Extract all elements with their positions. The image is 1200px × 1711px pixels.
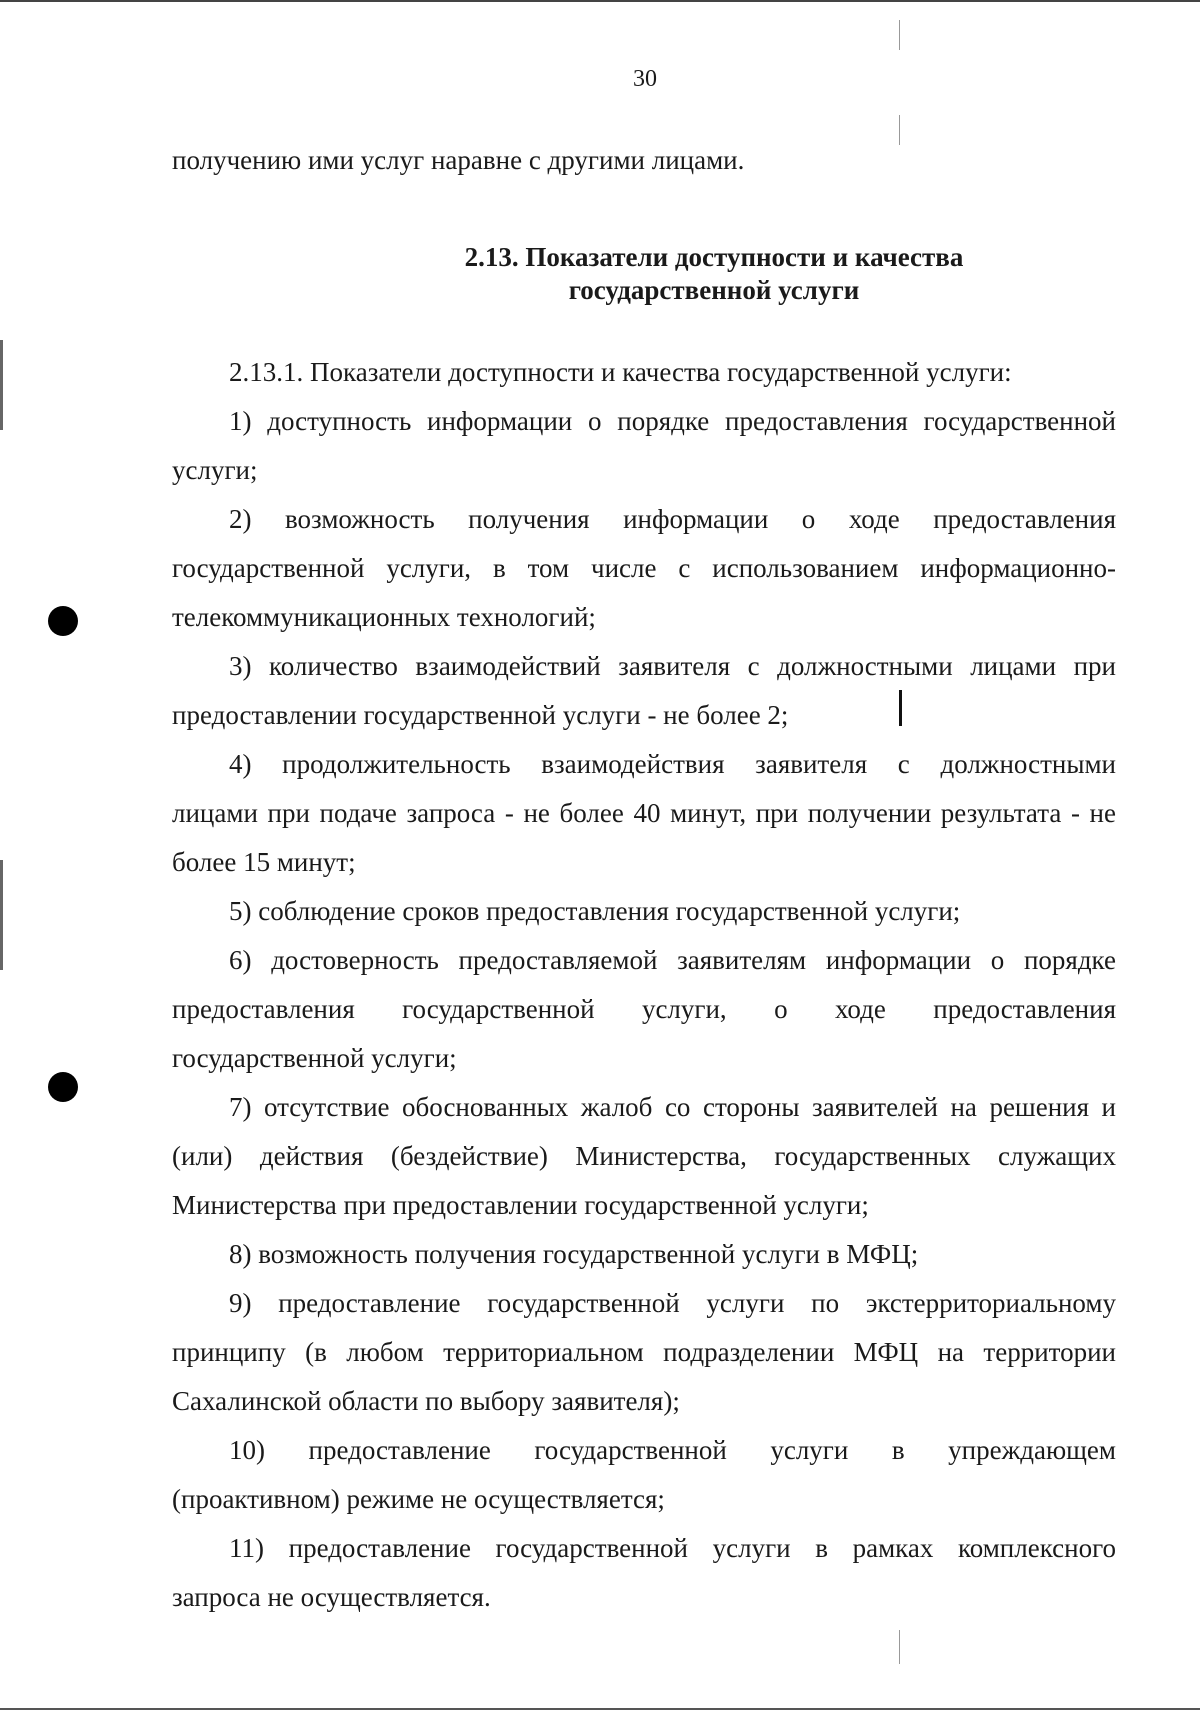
heading-line: 2.13. Показатели доступности и качества bbox=[464, 242, 964, 272]
page-number: 30 bbox=[633, 66, 657, 92]
scan-left-edge-mark bbox=[0, 340, 3, 430]
text-line: 10) предоставление государственной услуги в упреждающем bbox=[229, 1435, 1116, 1465]
text-line: государственной услуги; bbox=[172, 1043, 457, 1073]
scan-top-edge bbox=[0, 0, 1200, 2]
text-line: телекоммуникационных технологий; bbox=[172, 602, 596, 632]
text-line: Сахалинской области по выбору заявителя); bbox=[172, 1386, 680, 1416]
scan-fold-mark bbox=[899, 1630, 900, 1664]
punch-hole bbox=[48, 606, 78, 636]
text-line: (проактивном) режиме не осуществляется; bbox=[172, 1484, 665, 1514]
section-body bbox=[172, 348, 1116, 1622]
text-line: получению ими услуг наравне с другими лицами. bbox=[172, 145, 745, 175]
text-line: 5) соблюдение сроков предоставления государственной услуги; bbox=[229, 896, 961, 926]
heading-line: государственной услуги bbox=[568, 275, 860, 305]
text-line: государственной услуги, в том числе с использованием информационно- bbox=[172, 553, 1116, 583]
section-heading bbox=[172, 241, 1116, 307]
text-line: запроса не осуществляется. bbox=[172, 1582, 491, 1612]
text-line: 6) достоверность предоставляемой заявителям информации о порядке bbox=[229, 945, 1116, 975]
text-line: 9) предоставление государственной услуги по экстерриториальному bbox=[229, 1288, 1116, 1318]
text-line: Министерства при предоставлении государственной услуги; bbox=[172, 1190, 869, 1220]
text-line: 1) доступность информации о порядке предоставления государственной bbox=[229, 406, 1116, 436]
text-line: предоставления государственной услуги, о ходе предоставления bbox=[172, 994, 1116, 1024]
text-line: услуги; bbox=[172, 455, 258, 485]
scan-left-edge-mark bbox=[0, 860, 3, 970]
text-line: лицами при подаче запроса - не более 40 минут, при получении результата - не bbox=[172, 798, 1116, 828]
punch-hole bbox=[48, 1072, 78, 1102]
text-line: 3) количество взаимодействий заявителя с должностными лицами при bbox=[229, 651, 1116, 681]
text-line: 7) отсутствие обоснованных жалоб со стороны заявителей на решения и bbox=[229, 1092, 1116, 1122]
text-line: более 15 минут; bbox=[172, 847, 356, 877]
scan-bottom-edge bbox=[0, 1708, 1200, 1710]
text-line: предоставлении государственной услуги - не более 2; bbox=[172, 700, 789, 730]
text-line: 2.13.1. Показатели доступности и качества государственной услуги: bbox=[229, 357, 1012, 387]
text-line: 8) возможность получения государственной услуги в МФЦ; bbox=[229, 1239, 919, 1269]
continuation-paragraph bbox=[172, 136, 1116, 185]
text-line: 4) продолжительность взаимодействия заявителя с должностными bbox=[229, 749, 1116, 779]
scan-fold-mark bbox=[899, 20, 900, 50]
text-line: (или) действия (бездействие) Министерства, государственных служащих bbox=[172, 1141, 1116, 1171]
text-line: 2) возможность получения информации о ходе предоставления bbox=[229, 504, 1116, 534]
text-line: принципу (в любом территориальном подразделении МФЦ на территории bbox=[172, 1337, 1116, 1367]
text-line: 11) предоставление государственной услуги в рамках комплексного bbox=[229, 1533, 1116, 1563]
